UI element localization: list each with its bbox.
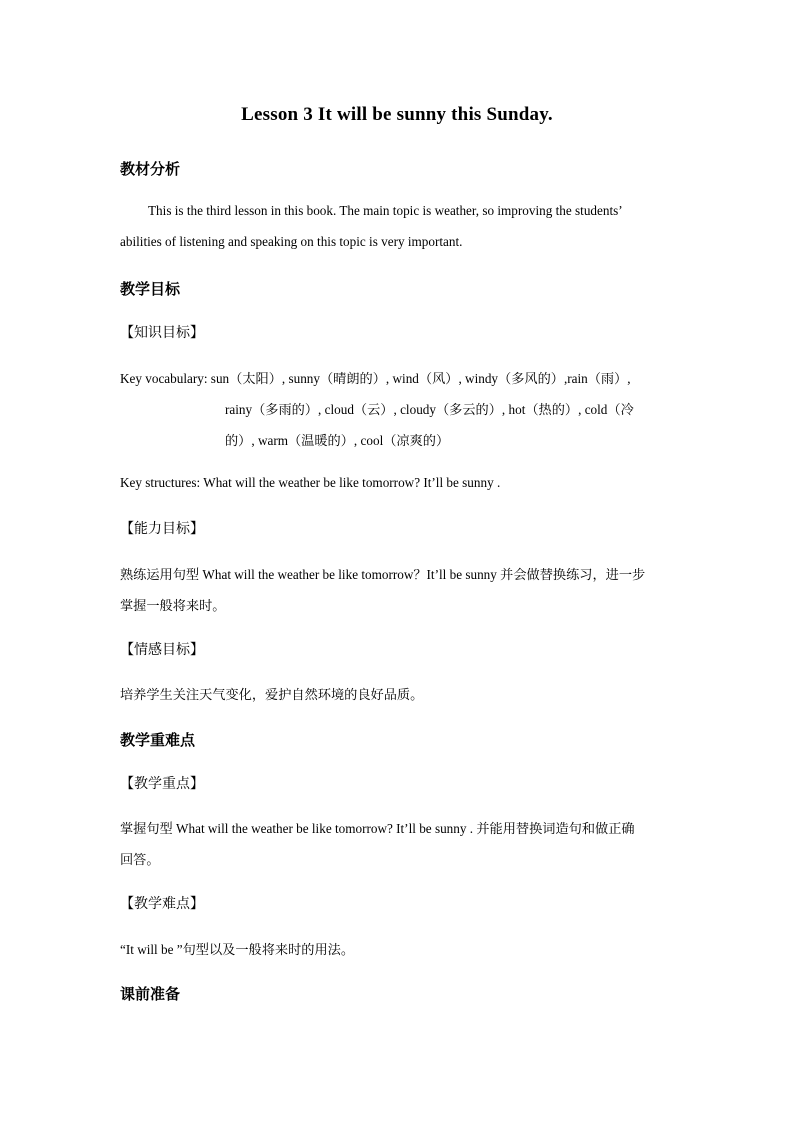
heading-preparation: 课前准备 (120, 985, 181, 1003)
heading-teaching-focus: 【教学重点】 (120, 776, 204, 792)
focus-line-2: 回答。 (120, 852, 160, 867)
heading-knowledge-goals: 【知识目标】 (120, 325, 204, 341)
lesson-title: Lesson 3 It will be sunny this Sunday. (241, 104, 553, 125)
analysis-paragraph-line-2: abilities of listening and speaking on this topic is very important. (120, 234, 463, 249)
heading-ability-goals: 【能力目标】 (120, 521, 204, 537)
analysis-paragraph-line-1: This is the third lesson in this book. The main topic is weather, so improving the students’ (148, 203, 623, 218)
vocabulary-line-1: Key vocabulary: sun（太阳）, sunny（晴朗的）, wind（风）, windy（多风的）,rain（雨）, (120, 371, 631, 386)
focus-line-1: 掌握句型 What will the weather be like tomorrow? It’ll be sunny . 并能用替换词造句和做正确 (120, 821, 635, 836)
heading-emotion-goals: 【情感目标】 (120, 642, 204, 658)
difficulty-line: “It will be ”句型以及一般将来时的用法。 (120, 942, 355, 957)
emotion-line: 培养学生关注天气变化，爱护自然环境的良好品质。 (120, 687, 424, 702)
vocabulary-line-3: 的）, warm（温暖的）, cool（凉爽的） (225, 433, 450, 448)
ability-line-2: 掌握一般将来时。 (120, 598, 226, 613)
ability-line-1: 熟练运用句型 What will the weather be like tomorrow？It’ll be sunny 并会做替换练习，进一步 (120, 567, 646, 582)
heading-teaching-goals: 教学目标 (120, 280, 181, 298)
key-structures-line: Key structures: What will the weather be like tomorrow? It’ll be sunny . (120, 475, 501, 490)
heading-key-and-difficult-points: 教学重难点 (120, 731, 196, 749)
vocabulary-line-2: rainy（多雨的）, cloud（云）, cloudy（多云的）, hot（热的）, cold（冷 (225, 402, 634, 417)
heading-material-analysis: 教材分析 (120, 160, 181, 178)
heading-teaching-difficulty: 【教学难点】 (120, 896, 204, 912)
